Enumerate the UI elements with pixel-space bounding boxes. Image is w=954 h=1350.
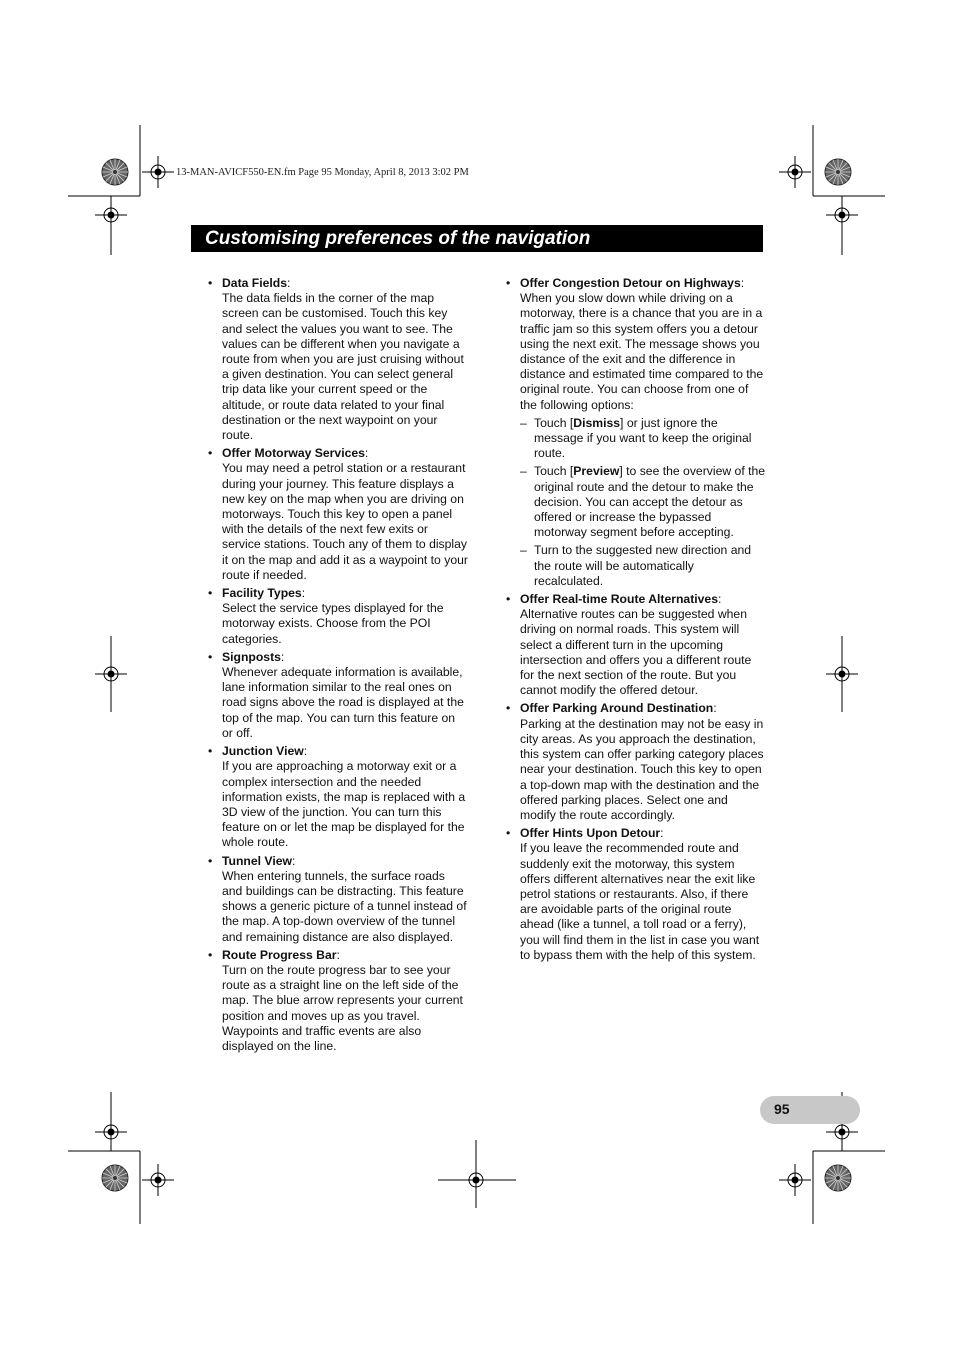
item-title: Offer Hints Upon Detour <box>520 826 661 841</box>
list-item: • Facility Types: Select the service types displayed for the motorway exists. Choose from the POI categories. <box>206 586 468 647</box>
registration-cross-icon <box>826 199 858 231</box>
dismiss-key-label: Dismiss <box>573 415 621 430</box>
item-body: The data fields in the corner of the map screen can be customised. Touch this key and select the values you want to see. The values can be different when you navigate a route from when you are just cruising without a given destination. You can select general trip data like your current speed or the altitude, or route data related to your final destination or the next waypoint on your route. <box>222 291 464 443</box>
registration-sun-icon <box>102 1165 128 1191</box>
bullet-icon: • <box>208 276 213 290</box>
sub-option <box>520 543 766 589</box>
bullet-icon: • <box>506 592 511 607</box>
bullet-icon: • <box>506 701 511 716</box>
dash-icon: – <box>520 415 527 430</box>
list-item: • Data Fields: The data fields in the corner of the map screen can be customised. Touch this key and select the values you want to see. The values can be different when you navigate a route from when you are just cruising without a given destination. You can select general trip data like your current speed or the altitude, or route data related to your final destination or the next waypoint on your route. <box>206 276 468 443</box>
item-title: Data Fields <box>222 276 288 290</box>
bullet-icon: • <box>208 947 213 962</box>
option-text: Turn to the suggested new direction and the route will be automatically recalculated. <box>534 543 752 588</box>
option-text: Touch [ <box>534 464 574 479</box>
list-item: • Signposts: Whenever adequate information is available, lane information similar to the real ones on road signs above the road is displayed at the top of the map. You can turn this feature on or off. <box>206 650 468 741</box>
page-number-tab <box>760 1096 860 1124</box>
item-title: Route Progress Bar <box>222 947 337 962</box>
bullet-icon: • <box>506 826 511 841</box>
section-title: Customising preferences of the navigation <box>205 228 591 249</box>
item-body: You may need a petrol station or a restaurant during your journey. This feature displays a new key on the map when you are driving on motorways. Touch this key to open a panel with the details of the next few exits or service stations. Touch any of them to display it on the map and add it as a waypoint to your route if needed. <box>222 461 468 582</box>
item-title: Tunnel View <box>222 853 292 868</box>
registration-sun-icon <box>825 1165 851 1191</box>
registration-cross-icon <box>95 199 127 231</box>
option-text: ] or just ignore the message if you want to keep the original route. <box>534 415 752 461</box>
bullet-icon: • <box>208 446 213 461</box>
list-item: • Tunnel View: When entering tunnels, the surface roads and buildings can be distracting. This feature shows a generic picture of a tunnel instead of the map. A top-down overview of the tunnel and remaining distance are also displayed. <box>208 853 467 944</box>
right-column <box>504 276 766 966</box>
registration-cross-icon <box>95 1116 127 1148</box>
list-item: • Offer Motorway Services: You may need a petrol station or a restaurant during your journey. This feature displays a new key on the map when you are driving on motorways. Touch this key to open a panel with the details of the next few exits or service stations. Touch any of them to display it on the map and add it as a waypoint to your route if needed. <box>208 446 468 582</box>
file-info-line: 13-MAN-AVICF550-EN.fm Page 95 Monday, April 8, 2013 3:02 PM <box>176 167 469 178</box>
registration-cross-icon <box>779 1164 811 1196</box>
dash-icon: – <box>520 464 527 479</box>
item-title: Junction View <box>222 744 304 759</box>
registration-cross-icon <box>826 658 858 690</box>
bullet-icon: • <box>208 744 213 759</box>
item-body: When entering tunnels, the surface roads and buildings can be distracting. This feature shows a generic picture of a tunnel instead of the map. A top-down overview of the tunnel and remaining distance are also displayed. <box>222 868 467 944</box>
item-body: Select the service types displayed for the motorway exists. Choose from the POI categories. <box>222 601 444 646</box>
item-body: If you are approaching a motorway exit or a complex intersection and the needed information exists, the map is replaced with a 3D view of the junction. You can turn this feature on or let the map be displayed for the whole route. <box>222 759 466 850</box>
option-text: ] to see the overview of the original route and the detour to make the decision. You can accept the detour as offered or increase the bypassed motorway segment before accepting. <box>534 464 766 540</box>
bullet-icon: • <box>208 586 213 601</box>
bullet-icon: • <box>506 276 511 290</box>
dash-icon: – <box>520 543 527 558</box>
registration-cross-icon <box>142 1164 174 1196</box>
item-title: Facility Types <box>222 586 302 601</box>
list-item: • Offer Real-time Route Alternatives: Alternative routes can be suggested when driving on normal roads. This system will select a different turn in the upcoming intersection and offers you a different route for the next section of the route. But you cannot modify the offered detour. <box>504 592 766 698</box>
list-item: • Offer Congestion Detour on Highways: When you slow down while driving on a motorway, there is a chance that you are in a traffic jam so this system offers you a detour using the next exit. The message shows you distance of the exit and the difference in distance and estimated time compared to the original route. You can choose from one of the following options: – Touch [Dismiss] or just ignore the message if you want to keep the original route. – Touch [Preview] to see the overview of the original route and the detour to make the decision. You can accept the detour as offered or increase the bypassed motorway segment before accepting. – Turn to the suggested new direction and the route will be automatically recalculated. <box>506 276 766 588</box>
item-title: Offer Motorway Services <box>222 446 365 461</box>
item-title: Offer Congestion Detour on Highways <box>520 276 741 290</box>
registration-cross-icon <box>142 156 174 188</box>
section-title-bar <box>191 225 763 252</box>
item-body: Turn on the route progress bar to see your route as a straight line on the left side of the map. The blue arrow represents your current position and moves up as you travel. Waypoints and traffic events are also displayed on the line. <box>222 962 463 1053</box>
list-item: • Offer Parking Around Destination: Parking at the destination may not be easy in city areas. As you approach the destination, this system can offer parking category places near your destination. Touch this key to open a top-down map with the destination and the offered parking places. Select one and modify the route accordingly. <box>504 701 766 823</box>
bullet-icon: • <box>208 649 213 664</box>
list-item: • Offer Hints Upon Detour: If you leave the recommended route and suddenly exit the motorway, this system offers different alternatives near the exit like petrol stations or restaurants. Also, if there are avoidable parts of the original route ahead (like a tunnel, a toll road or a ferry), you will find them in the list in case you want to bypass them with the help of this system. <box>504 826 766 963</box>
list-item: • Junction View: If you are approaching a motorway exit or a complex intersection and the needed information exists, the map is replaced with a 3D view of the junction. You can turn this feature on or let the map be displayed for the whole route. <box>206 744 468 850</box>
left-column <box>206 276 468 1057</box>
registration-cross-icon <box>460 1164 492 1196</box>
item-body: When you slow down while driving on a motorway, there is a chance that you are in a traffic jam so this system offers you a detour using the next exit. The message shows you distance of the exit and the difference in distance and estimated time compared to the original route. You can choose from one of the following options: <box>520 291 764 412</box>
item-title: Signposts <box>222 649 281 664</box>
page-number: 95 <box>774 1101 790 1117</box>
list-item: • Route Progress Bar: Turn on the route progress bar to see your route as a straight line on the left side of the map. The blue arrow represents your current position and moves up as you travel. Waypoints and traffic events are also displayed on the line. <box>206 948 468 1054</box>
preview-key-label: Preview <box>573 464 620 479</box>
registration-sun-icon <box>825 159 851 185</box>
item-title: Offer Real-time Route Alternatives <box>520 592 718 607</box>
registration-cross-icon <box>779 156 811 188</box>
item-body: If you leave the recommended route and suddenly exit the motorway, this system offers different alternatives near the exit like petrol stations or restaurants. Also, if there are avoidable parts of the original route ahead (like a tunnel, a toll road or a ferry), you will find them in the list in case you want to bypass them with the help of this system. <box>520 841 760 962</box>
sub-option <box>520 464 766 540</box>
sub-option <box>520 416 766 462</box>
option-text: Touch [ <box>534 415 574 430</box>
registration-cross-icon <box>95 658 127 690</box>
bullet-icon: • <box>208 853 213 868</box>
item-title: Offer Parking Around Destination <box>520 701 714 716</box>
item-body: Parking at the destination may not be easy in city areas. As you approach the destination, this system can offer parking category places near your destination. Touch this key to open a top-down map with the destination and the offered parking places. Select one and modify the route accordingly. <box>520 716 764 822</box>
item-body: Alternative routes can be suggested when driving on normal roads. This system will select a different turn in the upcoming intersection and offers you a different route for the next section of the route. But you cannot modify the offered detour. <box>520 607 752 698</box>
registration-sun-icon <box>102 159 128 185</box>
item-body: Whenever adequate information is available, lane information similar to the real ones on road signs above the road is displayed at the top of the map. You can turn this feature on or off. <box>222 665 464 740</box>
